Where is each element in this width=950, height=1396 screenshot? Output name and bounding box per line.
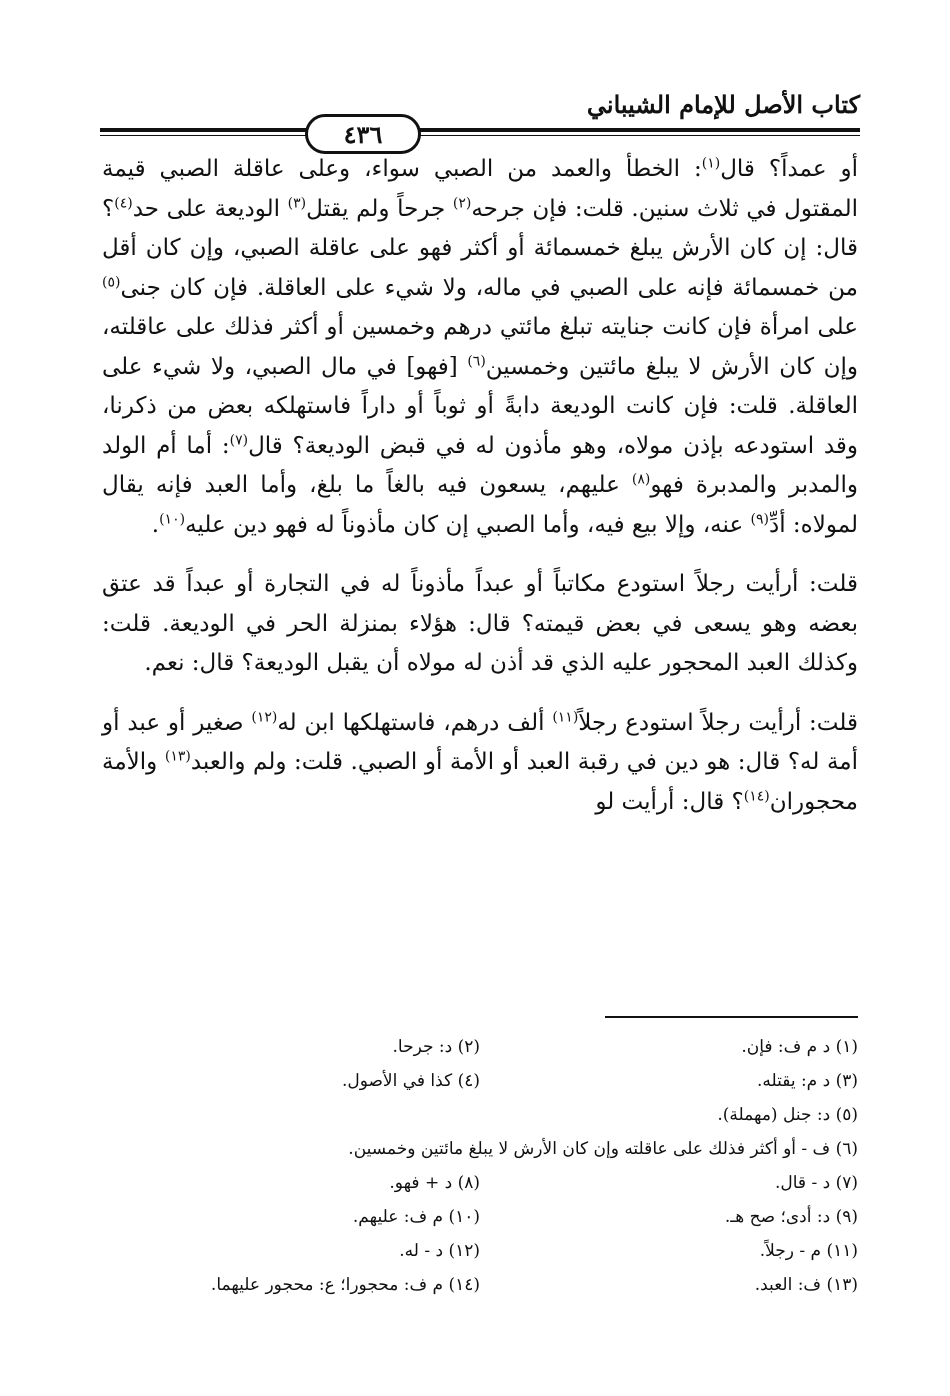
- footnote-row: [102, 1132, 858, 1166]
- paragraph: [102, 565, 858, 684]
- running-title: كتاب الأصل للإمام الشيباني: [586, 90, 860, 119]
- text-run: أو عمداً؟ قال: [720, 156, 858, 182]
- text-run: والأمة محجوران: [102, 749, 858, 815]
- text-run: جرحاً ولم يقتل: [306, 195, 453, 222]
- footnote-marker: (١٠): [159, 510, 186, 527]
- footnote: (١) د م ف: فإن.: [741, 1037, 858, 1057]
- footnote-row: [102, 1166, 858, 1200]
- footnote: (٣) د م: يقتله.: [756, 1071, 858, 1091]
- text-run: قلت: أرأيت رجلاً استودع رجلاً: [578, 709, 859, 736]
- text-run: صغير أو عبد أو أمة له؟ قال: هو دين في رقبة العبد أو الأمة أو الصبي. قلت: ولم والعبد: [102, 709, 858, 775]
- paragraph: [102, 704, 858, 823]
- text-run: على امرأة فإن كانت جنايته تبلغ مائتي درهم وخمسين أو أكثر فذلك على عاقلته، وإن كان الأرش لا يبلغ مائتين وخمسين: [102, 314, 858, 380]
- footnote: (١٤) م ف: محجورا؛ ع: محجور عليهما.: [210, 1275, 480, 1295]
- footnote-separator: [605, 1016, 858, 1018]
- header-rule-thick: [100, 128, 860, 132]
- footnote-marker: (١٤): [743, 787, 770, 804]
- footnote-row: [102, 1098, 858, 1132]
- footnote: (٢) د: جرحا.: [392, 1037, 480, 1057]
- footnote-marker: (١): [701, 155, 721, 172]
- footnote: (٨) د + فهو.: [389, 1173, 480, 1193]
- footnote: (١٢) د - له.: [399, 1241, 480, 1261]
- footnote-marker: (٣): [287, 194, 307, 211]
- text-run: الوديعة على حد: [132, 195, 288, 222]
- footnote-marker: (١٢): [251, 708, 278, 725]
- header-rule-thin: [100, 135, 860, 136]
- text-run: عنه، وإلا بيع فيه، وأما الصبي إن كان مأذوناً له فهو دين عليه: [185, 511, 751, 538]
- footnote-marker: (٨): [631, 471, 651, 488]
- footnote: (٩) د: أدى؛ صح هـ.: [724, 1207, 858, 1227]
- text-run: .: [151, 511, 160, 538]
- text-run: ألف درهم، فاستهلكها ابن له: [277, 709, 553, 736]
- text-run: قلت: أرأيت رجلاً استودع مكاتباً أو عبداً مأذوناً له في التجارة أو عبداً قد عتق بعضه وهو يسعى في بعض قيمته؟ قال: هؤلاء بمنزلة الحر في الوديعة. قلت: وكذلك العبد المحجور عليه الذي قد أذن له مولاه أن يقبل الوديعة؟ قال: نعم.: [102, 571, 858, 676]
- page-header: [100, 88, 860, 149]
- footnote-row: [102, 1064, 858, 1098]
- footnote-row: [102, 1030, 858, 1064]
- footnote: (١١) م - رجلاً.: [759, 1241, 858, 1261]
- footnote-row: [102, 1268, 858, 1302]
- text-run: : أما أم الولد والمدبر والمدبرة فهو: [102, 432, 858, 498]
- footnote-marker: (١١): [552, 708, 579, 725]
- footnote-marker: (٩): [750, 510, 769, 527]
- footnote: (٤) كذا في الأصول.: [341, 1071, 480, 1091]
- text-run: ؟ قال: إن كان الأرش يبلغ خمسمائة أو أكثر فهو على عاقلة الصبي، وإن كان أقل من خمسمائة فإنه على الصبي في ماله، ولا شيء على العاقلة. فإن كان جنى: [102, 195, 858, 301]
- footnote-marker: (١٣): [164, 748, 191, 765]
- footnotes: [102, 1030, 858, 1302]
- footnote-marker: (٢): [452, 194, 472, 211]
- text-run: : الخطأ والعمد من الصبي سواء، وعلى عاقلة الصبي قيمة المقتول في ثلاث سنين. قلت: فإن جرحه: [102, 156, 858, 222]
- footnote-row: [102, 1200, 858, 1234]
- text-run: عليهم، يسعون فيه بالغاً ما بلغ، وأما العبد فإنه يقال لمولاه: أدِّ: [102, 472, 858, 538]
- footnote-marker: (٤): [114, 194, 133, 211]
- footnote-marker: (٦): [467, 352, 486, 369]
- footnote-marker: (٥): [102, 273, 121, 290]
- main-text: [102, 150, 858, 822]
- footnote-row: [102, 1234, 858, 1268]
- paragraph: [102, 150, 858, 545]
- footnote: (١٣) ف: العبد.: [754, 1275, 858, 1295]
- text-run: [فهو] في مال الصبي، ولا شيء على العاقلة. قلت: فإن كانت الوديعة دابةً أو ثوباً أو داراً فاستهلكه بعض من ذكرنا، وقد استودعه بإذن مولاه، وهو مأذون له في قبض الوديعة؟ قال: [102, 353, 859, 459]
- footnote: (٥) د: جنل (مهملة).: [717, 1105, 858, 1125]
- footnote: (٧) د - قال.: [774, 1173, 858, 1193]
- text-run: ؟ قال: أرأيت لو: [595, 788, 744, 815]
- page-number: ٤٣٦: [305, 114, 421, 154]
- footnote-marker: (٧): [229, 431, 249, 448]
- footnote: (٦) ف - أو أكثر فذلك على عاقلته وإن كان الأرش لا يبلغ مائتين وخمسين.: [348, 1139, 858, 1159]
- footnote: (١٠) م ف: عليهم.: [352, 1207, 480, 1227]
